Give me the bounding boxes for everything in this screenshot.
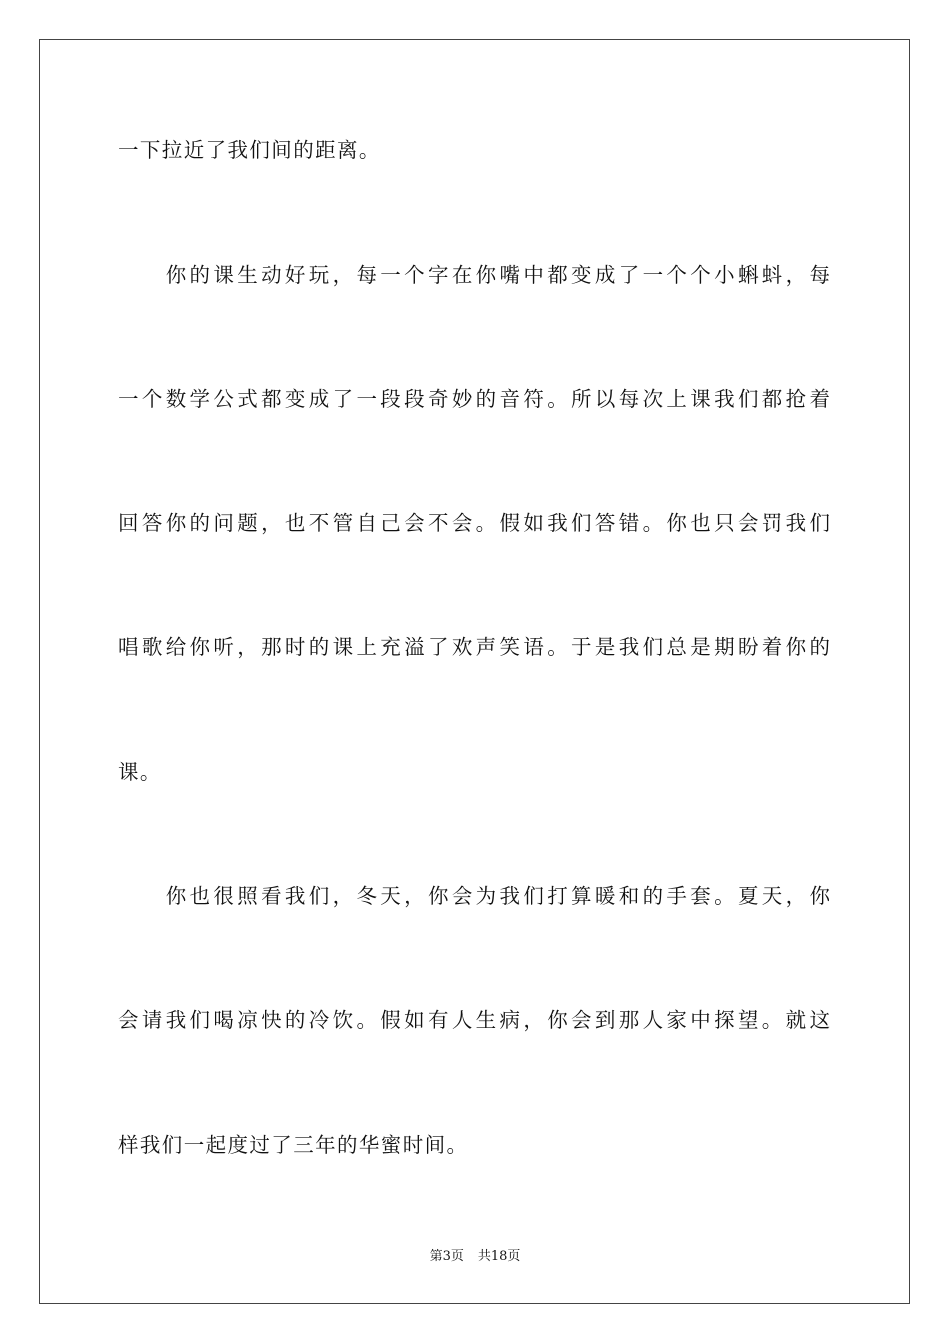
page-total: 共18页	[477, 1249, 521, 1264]
text-line: 一个数学公式都变成了一段段奇妙的音符。所以每次上课我们都抢着	[118, 387, 830, 411]
text-line: 样我们一起度过了三年的华蜜时间。	[118, 1133, 469, 1157]
page-footer	[0, 1249, 950, 1265]
text-line: 唱歌给你听，那时的课上充溢了欢声笑语。于是我们总是期盼着你的	[118, 635, 830, 659]
text-line: 课。	[118, 760, 162, 784]
text-line: 回答你的问题，也不管自己会不会。假如我们答错。你也只会罚我们	[118, 511, 830, 535]
text-line: 你也很照看我们，冬天，你会为我们打算暖和的手套。夏天，你	[118, 884, 830, 908]
page-border	[39, 39, 910, 1304]
text-line: 一下拉近了我们间的距离。	[118, 138, 381, 162]
text-line: 会请我们喝凉快的冷饮。假如有人生病，你会到那人家中探望。就这	[118, 1008, 830, 1032]
page-number: 第3页	[429, 1249, 464, 1264]
text-line: 你的课生动好玩，每一个字在你嘴中都变成了一个个小蝌蚪，每	[118, 263, 830, 287]
